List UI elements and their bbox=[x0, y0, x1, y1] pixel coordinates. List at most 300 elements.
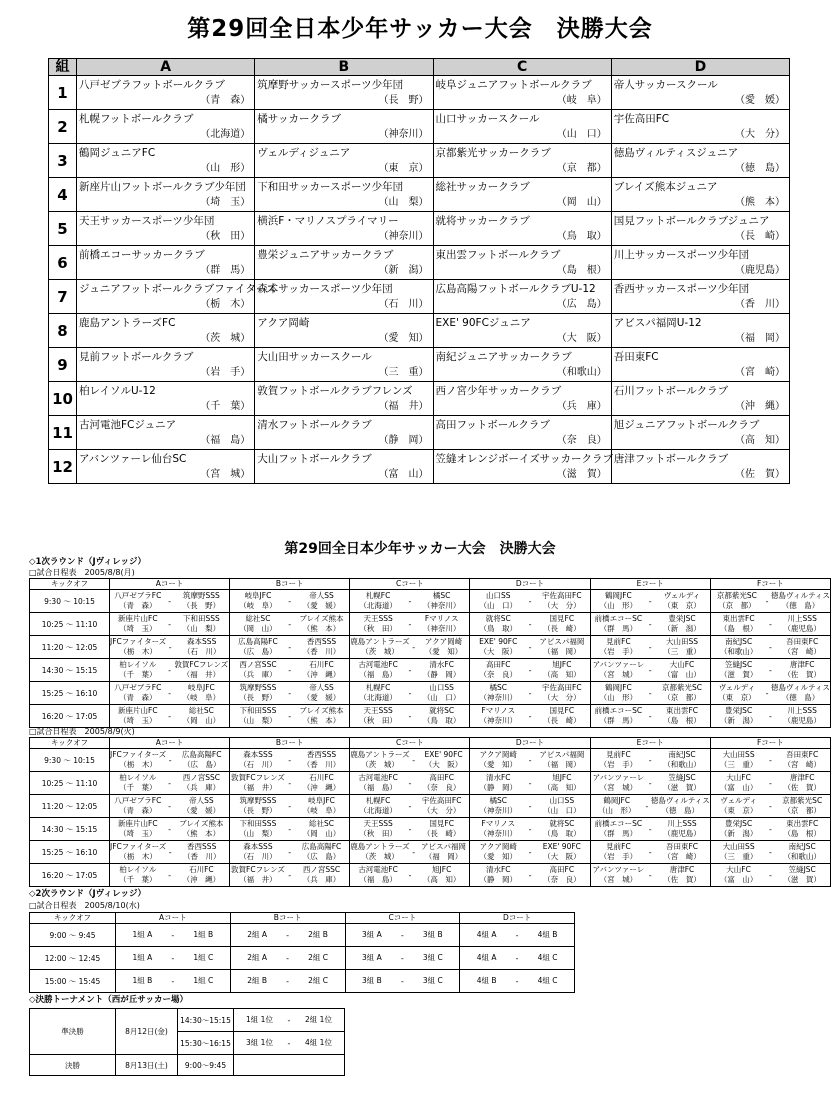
team-cell bbox=[433, 280, 611, 314]
vs-dash: - bbox=[648, 596, 652, 606]
match-cell bbox=[460, 970, 575, 993]
schedule-row bbox=[30, 818, 831, 841]
kickoff-time: 15:25 〜 16:10 bbox=[30, 682, 110, 705]
team-prefecture: （福 岡） bbox=[735, 333, 785, 344]
team-cell bbox=[433, 76, 611, 110]
vs-dash: - bbox=[528, 824, 532, 834]
team-cell bbox=[255, 450, 433, 484]
vs-dash: - bbox=[528, 778, 532, 788]
team-cell bbox=[611, 178, 789, 212]
home-team: JFCファイターズ （栃 木） bbox=[110, 842, 167, 861]
home-team: 2組 A bbox=[247, 953, 268, 962]
group-number: 6 bbox=[49, 246, 77, 280]
header-col-c: C bbox=[433, 59, 611, 76]
team-prefecture: （兵 庫） bbox=[556, 401, 607, 412]
header-court: Cコート bbox=[350, 738, 470, 749]
semifinal-date: 8月12日(金) bbox=[116, 1009, 178, 1055]
vs-dash: - bbox=[286, 976, 290, 986]
team-prefecture: （大 阪） bbox=[556, 333, 607, 344]
team-name: 敦賀フットボールクラブフレンズ bbox=[257, 385, 413, 397]
team-prefecture: （沖 縄） bbox=[735, 401, 785, 412]
match-cell bbox=[230, 749, 350, 772]
home-team: 見前FC （岩 手） bbox=[599, 842, 638, 861]
home-team: 鶴岡JFC （山 形） bbox=[599, 683, 638, 702]
away-team: ヴェルディ （東 京） bbox=[663, 591, 701, 610]
team-cell bbox=[611, 416, 789, 450]
match-cell bbox=[110, 818, 230, 841]
home-team: 天王SSS （秋 田） bbox=[359, 819, 397, 838]
away-team: 山口SS （山 口） bbox=[543, 796, 581, 815]
vs-dash: - bbox=[408, 778, 412, 788]
header-court: Aコート bbox=[110, 738, 230, 749]
home-team: EXE' 90FC （大 阪） bbox=[479, 637, 518, 656]
team-cell bbox=[77, 450, 255, 484]
vs-dash: - bbox=[288, 778, 292, 788]
team-name: 帝人サッカースクール bbox=[613, 79, 718, 91]
group-number: 4 bbox=[49, 178, 77, 212]
team-cell bbox=[77, 76, 255, 110]
team-cell bbox=[77, 348, 255, 382]
match-cell bbox=[110, 590, 230, 613]
away-team: ブレイズ熊本 （熊 本） bbox=[299, 706, 344, 725]
vs-dash: - bbox=[168, 665, 172, 675]
team-prefecture: （秋 田） bbox=[200, 231, 251, 242]
match-cell bbox=[110, 682, 230, 705]
away-team: 笠縫JSC （滋 賀） bbox=[663, 773, 701, 792]
home-team: 森本SSS （石 川） bbox=[239, 842, 277, 861]
kickoff-time: 10:25 〜 11:10 bbox=[30, 772, 110, 795]
away-team: 宇佐高田FC （大 分） bbox=[542, 683, 582, 702]
vs-dash: - bbox=[528, 688, 532, 698]
vs-dash: - bbox=[168, 778, 172, 788]
home-team: 大山FC （富 山） bbox=[719, 865, 758, 884]
schedule-row bbox=[30, 682, 831, 705]
group-row bbox=[49, 246, 790, 280]
match-cell bbox=[470, 795, 590, 818]
team-prefecture: （富 山） bbox=[378, 469, 429, 480]
header-court: Dコート bbox=[470, 579, 590, 590]
semifinal-1-time: 14:30〜15:15 bbox=[178, 1009, 234, 1032]
match-cell bbox=[230, 841, 350, 864]
vs-dash: - bbox=[645, 801, 649, 811]
kickoff-time: 14:30 〜 15:15 bbox=[30, 818, 110, 841]
group-row bbox=[49, 76, 790, 110]
vs-dash: - bbox=[515, 976, 519, 986]
match-cell bbox=[110, 705, 230, 728]
group-number: 1 bbox=[49, 76, 77, 110]
home-team: 総社SC （岡 山） bbox=[239, 614, 277, 633]
away-team: 総社SC （岡 山） bbox=[302, 819, 341, 838]
kickoff-time: 9:30 〜 10:15 bbox=[30, 749, 110, 772]
team-name: 石川フットボールクラブ bbox=[613, 385, 729, 397]
vs-dash: - bbox=[648, 870, 652, 880]
final-tournament-table bbox=[29, 1008, 345, 1076]
group-row bbox=[49, 144, 790, 178]
vs-dash: - bbox=[171, 976, 175, 986]
away-team: 唐津FC （佐 賀） bbox=[783, 660, 821, 679]
home-team: 京都紫光SC （京 都） bbox=[716, 591, 757, 610]
team-name: 総社サッカークラブ bbox=[435, 181, 530, 193]
group-number: 2 bbox=[49, 110, 77, 144]
home-team: アバンツァーレ （宮 城） bbox=[592, 773, 645, 792]
vs-dash: - bbox=[768, 711, 772, 721]
header-court: Fコート bbox=[710, 738, 830, 749]
team-name: 森本サッカースポーツ少年団 bbox=[257, 283, 393, 295]
vs-dash: - bbox=[528, 642, 532, 652]
home-team: 敦賀FCフレンズ （福 井） bbox=[231, 773, 285, 792]
match-cell bbox=[110, 636, 230, 659]
vs-dash: - bbox=[768, 778, 772, 788]
semifinal-1-home: 1組 1位 bbox=[246, 1015, 273, 1024]
vs-dash: - bbox=[768, 824, 772, 834]
away-team: 2組 C bbox=[308, 976, 329, 985]
match-cell bbox=[470, 705, 590, 728]
team-prefecture: （新 潟） bbox=[378, 265, 429, 276]
away-team: Fマリノス （神奈川） bbox=[422, 614, 461, 633]
team-cell bbox=[255, 348, 433, 382]
match-cell bbox=[350, 864, 470, 887]
home-team: 3組 A bbox=[362, 930, 382, 939]
away-team: 旭JFC （高 知） bbox=[543, 773, 581, 792]
away-team: アビスパ福岡 （福 岡） bbox=[421, 842, 467, 861]
match-cell bbox=[230, 924, 345, 947]
header-court: Dコート bbox=[460, 913, 575, 924]
vs-dash: - bbox=[168, 755, 172, 765]
team-prefecture: （熊 本） bbox=[735, 197, 785, 208]
team-name: 筑摩野サッカースポーツ少年団 bbox=[257, 79, 404, 91]
vs-dash: - bbox=[288, 619, 292, 629]
team-cell bbox=[433, 416, 611, 450]
match-cell bbox=[230, 659, 350, 682]
vs-dash: - bbox=[528, 619, 532, 629]
team-name: 就将サッカークラブ bbox=[435, 215, 530, 227]
kickoff-time: 11:20 〜 12:05 bbox=[30, 636, 110, 659]
vs-dash: - bbox=[768, 847, 772, 857]
team-name: アクア岡崎 bbox=[257, 317, 310, 329]
team-name: 古河電池FCジュニア bbox=[79, 419, 177, 431]
away-team: EXE' 90FC （大 阪） bbox=[424, 750, 463, 769]
header-court: Aコート bbox=[110, 579, 230, 590]
away-team: 大山田SS （三 重） bbox=[663, 637, 701, 656]
semifinal-2-away: 4組 1位 bbox=[305, 1038, 332, 1047]
header-col-b: B bbox=[255, 59, 433, 76]
home-team: 1組 B bbox=[132, 976, 153, 985]
round2-heading: ◇2次ラウンド（Jヴィレッジ） bbox=[29, 889, 147, 899]
team-prefecture: （大 分） bbox=[735, 129, 785, 140]
match-cell bbox=[230, 636, 350, 659]
team-cell bbox=[255, 212, 433, 246]
match-cell bbox=[470, 841, 590, 864]
away-team: 南紀JSC （和歌山） bbox=[663, 750, 701, 769]
match-cell bbox=[710, 749, 830, 772]
vs-dash: - bbox=[400, 976, 404, 986]
group-row bbox=[49, 314, 790, 348]
group-row bbox=[49, 348, 790, 382]
team-cell bbox=[611, 382, 789, 416]
away-team: 石川FC （沖 縄） bbox=[302, 773, 341, 792]
team-cell bbox=[433, 110, 611, 144]
schedule-row bbox=[30, 613, 831, 636]
match-cell bbox=[590, 772, 710, 795]
team-prefecture: （滋 賀） bbox=[556, 469, 607, 480]
home-team: 3組 B bbox=[362, 976, 382, 985]
away-team: 3組 C bbox=[422, 953, 443, 962]
vs-dash: - bbox=[288, 801, 292, 811]
match-cell bbox=[460, 924, 575, 947]
match-cell bbox=[230, 795, 350, 818]
team-cell bbox=[77, 246, 255, 280]
semifinal-1-away: 2組 1位 bbox=[305, 1015, 332, 1024]
home-team: 岐阜JFC （岐 阜） bbox=[239, 591, 277, 610]
header-court: Bコート bbox=[230, 738, 350, 749]
away-team: 岐阜JFC （岐 阜） bbox=[182, 683, 221, 702]
team-cell bbox=[433, 212, 611, 246]
kickoff-time: 15:25 〜 16:10 bbox=[30, 841, 110, 864]
away-team: 京都紫光SC （京 都） bbox=[661, 683, 702, 702]
team-cell bbox=[611, 246, 789, 280]
team-cell bbox=[77, 212, 255, 246]
vs-dash: - bbox=[648, 642, 652, 652]
match-cell bbox=[710, 590, 830, 613]
team-name: 岐阜ジュニアフットボールクラブ bbox=[435, 79, 592, 91]
team-prefecture: （徳 島） bbox=[735, 163, 785, 174]
match-cell bbox=[230, 705, 350, 728]
vs-dash: - bbox=[528, 755, 532, 765]
team-prefecture: （広 島） bbox=[556, 299, 607, 310]
vs-dash: - bbox=[768, 642, 772, 652]
home-team: アクア岡崎 （愛 知） bbox=[479, 842, 517, 861]
home-team: 筑摩野SSS （長 野） bbox=[239, 796, 277, 815]
away-team: 4組 C bbox=[537, 953, 558, 962]
vs-dash: - bbox=[168, 847, 172, 857]
team-cell bbox=[611, 110, 789, 144]
away-team: 石川FC （沖 縄） bbox=[182, 865, 221, 884]
home-team: 札幌FC （北海道） bbox=[359, 591, 397, 610]
team-prefecture: （島 根） bbox=[556, 265, 607, 276]
home-team: 橘SC （神奈川） bbox=[479, 796, 517, 815]
home-team: 2組 B bbox=[247, 976, 268, 985]
match-cell bbox=[710, 795, 830, 818]
team-name: 鶴岡ジュニアFC bbox=[79, 147, 156, 159]
team-name: 豊栄ジュニアサッカークラブ bbox=[257, 249, 394, 261]
vs-dash: - bbox=[288, 824, 292, 834]
match-cell bbox=[470, 636, 590, 659]
home-team: 森本SSS （石 川） bbox=[239, 750, 277, 769]
team-name: 笠縫オレンジボーイズサッカークラブ bbox=[435, 453, 613, 465]
schedule-row bbox=[30, 841, 831, 864]
home-team: 八戸ゼブラFC （青 森） bbox=[114, 683, 162, 702]
home-team: 高田FC （奈 良） bbox=[479, 660, 517, 679]
vs-dash: - bbox=[168, 824, 172, 834]
team-name: 天王サッカースポーツ少年団 bbox=[79, 215, 215, 227]
vs-dash: - bbox=[528, 870, 532, 880]
match-cell bbox=[460, 947, 575, 970]
home-team: 大山田SS （三 重） bbox=[719, 750, 758, 769]
home-team: 大山田SS （三 重） bbox=[719, 842, 758, 861]
team-name: 大山田サッカースクール bbox=[257, 351, 372, 363]
match-cell bbox=[590, 636, 710, 659]
away-team: EXE' 90FC （大 阪） bbox=[542, 842, 581, 861]
day2-label: □試合日程表 2005/8/9(火) bbox=[29, 727, 135, 736]
home-team: 見前FC （岩 手） bbox=[599, 750, 638, 769]
group-number: 3 bbox=[49, 144, 77, 178]
schedule-row bbox=[30, 924, 575, 947]
team-prefecture: （神奈川） bbox=[378, 129, 429, 140]
team-prefecture: （茨 城） bbox=[200, 333, 251, 344]
home-team: 新座片山FC （埼 玉） bbox=[118, 819, 158, 838]
vs-dash: - bbox=[408, 824, 412, 834]
team-name: 下和田サッカースポーツ少年団 bbox=[257, 181, 404, 193]
team-prefecture: （福 島） bbox=[200, 435, 251, 446]
final-label: 決勝 bbox=[30, 1055, 116, 1076]
vs-dash: - bbox=[168, 596, 172, 606]
home-team: 新座片山FC （埼 玉） bbox=[118, 614, 158, 633]
team-name: 吾田東FC bbox=[613, 351, 659, 363]
away-team: 川上SSS （鹿児島） bbox=[783, 614, 821, 633]
away-team: 3組 B bbox=[422, 930, 443, 939]
match-cell bbox=[710, 818, 830, 841]
home-team: 鹿島アントラーズ （茨 城） bbox=[350, 842, 410, 861]
schedule-row bbox=[30, 864, 831, 887]
home-team: 清水FC （静 岡） bbox=[479, 865, 517, 884]
team-cell bbox=[433, 382, 611, 416]
vs-dash: - bbox=[288, 847, 292, 857]
match-cell bbox=[470, 864, 590, 887]
kickoff-time: 12:00 〜 12:45 bbox=[30, 947, 116, 970]
match-cell bbox=[590, 705, 710, 728]
match-cell bbox=[230, 947, 345, 970]
vs-dash: - bbox=[168, 870, 172, 880]
vs-dash: - bbox=[768, 801, 772, 811]
match-cell bbox=[710, 841, 830, 864]
vs-dash: - bbox=[288, 870, 292, 880]
team-cell bbox=[255, 416, 433, 450]
header-court: Fコート bbox=[710, 579, 830, 590]
match-cell bbox=[710, 682, 830, 705]
away-team: 1組 C bbox=[193, 976, 214, 985]
kickoff-time: 9:30 〜 10:15 bbox=[30, 590, 110, 613]
away-team: 西ノ宮SSC （兵 庫） bbox=[182, 773, 221, 792]
home-team: 橘SC （神奈川） bbox=[479, 683, 517, 702]
team-prefecture: （高 知） bbox=[735, 435, 785, 446]
match-cell bbox=[470, 749, 590, 772]
vs-dash: - bbox=[408, 688, 412, 698]
kickoff-time: 14:30 〜 15:15 bbox=[30, 659, 110, 682]
vs-dash: - bbox=[412, 847, 416, 857]
kickoff-time: 16:20 〜 17:05 bbox=[30, 705, 110, 728]
away-team: 橘SC （神奈川） bbox=[422, 591, 461, 610]
match-cell bbox=[230, 864, 350, 887]
match-cell bbox=[350, 772, 470, 795]
vs-dash: - bbox=[400, 953, 404, 963]
vs-dash: - bbox=[528, 596, 532, 606]
home-team: 笠縫JSC （滋 賀） bbox=[719, 660, 758, 679]
home-team: 古河電池FC （福 島） bbox=[358, 865, 398, 884]
team-prefecture: （群 馬） bbox=[200, 265, 251, 276]
round2-schedule-table bbox=[29, 912, 575, 993]
team-cell bbox=[77, 416, 255, 450]
match-cell bbox=[350, 590, 470, 613]
vs-dash: - bbox=[528, 847, 532, 857]
away-team: 筑摩野SSS （長 野） bbox=[182, 591, 221, 610]
home-team: 西ノ宮SSC （兵 庫） bbox=[239, 660, 277, 679]
home-team: アクア岡崎 （愛 知） bbox=[479, 750, 517, 769]
vs-dash: - bbox=[286, 930, 290, 940]
team-cell bbox=[255, 280, 433, 314]
vs-dash: - bbox=[400, 930, 404, 940]
home-team: 天王SSS （秋 田） bbox=[359, 706, 397, 725]
match-cell bbox=[116, 970, 231, 993]
team-cell bbox=[255, 76, 433, 110]
match-cell bbox=[350, 795, 470, 818]
match-cell bbox=[345, 947, 460, 970]
team-cell bbox=[255, 246, 433, 280]
team-prefecture: （福 井） bbox=[378, 401, 429, 412]
match-cell bbox=[710, 613, 830, 636]
match-cell bbox=[230, 818, 350, 841]
away-team: 高田FC （奈 良） bbox=[543, 865, 581, 884]
home-team: 札幌FC （北海道） bbox=[359, 683, 397, 702]
match-cell bbox=[710, 772, 830, 795]
home-team: 新座片山FC （埼 玉） bbox=[118, 706, 158, 725]
away-team: 旭JFC （高 知） bbox=[422, 865, 461, 884]
away-team: 唐津FC （佐 賀） bbox=[663, 865, 701, 884]
home-team: 天王SSS （秋 田） bbox=[359, 614, 397, 633]
semifinal-2-match: 3組 1位 - 4組 1位 bbox=[234, 1032, 345, 1055]
away-team: 香西SSS （香 川） bbox=[182, 842, 221, 861]
vs-dash: - bbox=[765, 596, 769, 606]
match-cell bbox=[350, 818, 470, 841]
away-team: 豊栄JSC （新 潟） bbox=[663, 614, 701, 633]
team-prefecture: （山 形） bbox=[200, 163, 251, 174]
match-cell bbox=[110, 795, 230, 818]
match-cell bbox=[350, 749, 470, 772]
match-cell bbox=[710, 636, 830, 659]
team-prefecture: （青 森） bbox=[200, 95, 251, 106]
final-time: 9:00〜9:45 bbox=[178, 1055, 234, 1076]
home-team: 豊栄JSC （新 潟） bbox=[719, 819, 758, 838]
team-prefecture: （鳥 取） bbox=[556, 231, 607, 242]
vs-dash: - bbox=[515, 930, 519, 940]
day1-label: □試合日程表 2005/8/8(月) bbox=[29, 568, 135, 577]
team-cell bbox=[77, 280, 277, 314]
match-cell bbox=[110, 841, 230, 864]
group-number: 11 bbox=[49, 416, 77, 450]
team-name: ブレイズ熊本ジュニア bbox=[613, 181, 718, 193]
schedule-row bbox=[30, 749, 831, 772]
team-prefecture: （山 梨） bbox=[378, 197, 429, 208]
schedule-row bbox=[30, 705, 831, 728]
away-team: 高田FC （奈 良） bbox=[422, 773, 461, 792]
group-table-header bbox=[49, 59, 790, 76]
team-cell bbox=[77, 314, 255, 348]
team-name: 八戸ゼブラフットボールクラブ bbox=[79, 79, 225, 91]
away-team: 東出雲FC （島 根） bbox=[663, 706, 701, 725]
match-cell bbox=[470, 682, 590, 705]
home-team: 前橋エコーSC （群 馬） bbox=[594, 819, 643, 838]
team-name: 札幌フットボールクラブ bbox=[79, 113, 194, 125]
away-team: アビスパ福岡 （福 岡） bbox=[539, 637, 585, 656]
home-team: アバンツァーレ （宮 城） bbox=[592, 660, 645, 679]
day1-header-row bbox=[30, 579, 831, 590]
vs-dash: - bbox=[765, 688, 769, 698]
vs-dash: - bbox=[768, 870, 772, 880]
away-team: 帝人SS （愛 媛） bbox=[182, 796, 221, 815]
away-team: 南紀JSC （和歌山） bbox=[783, 842, 821, 861]
vs-dash: - bbox=[412, 755, 416, 765]
away-team: 旭JFC （高 知） bbox=[543, 660, 581, 679]
vs-dash: - bbox=[288, 755, 292, 765]
